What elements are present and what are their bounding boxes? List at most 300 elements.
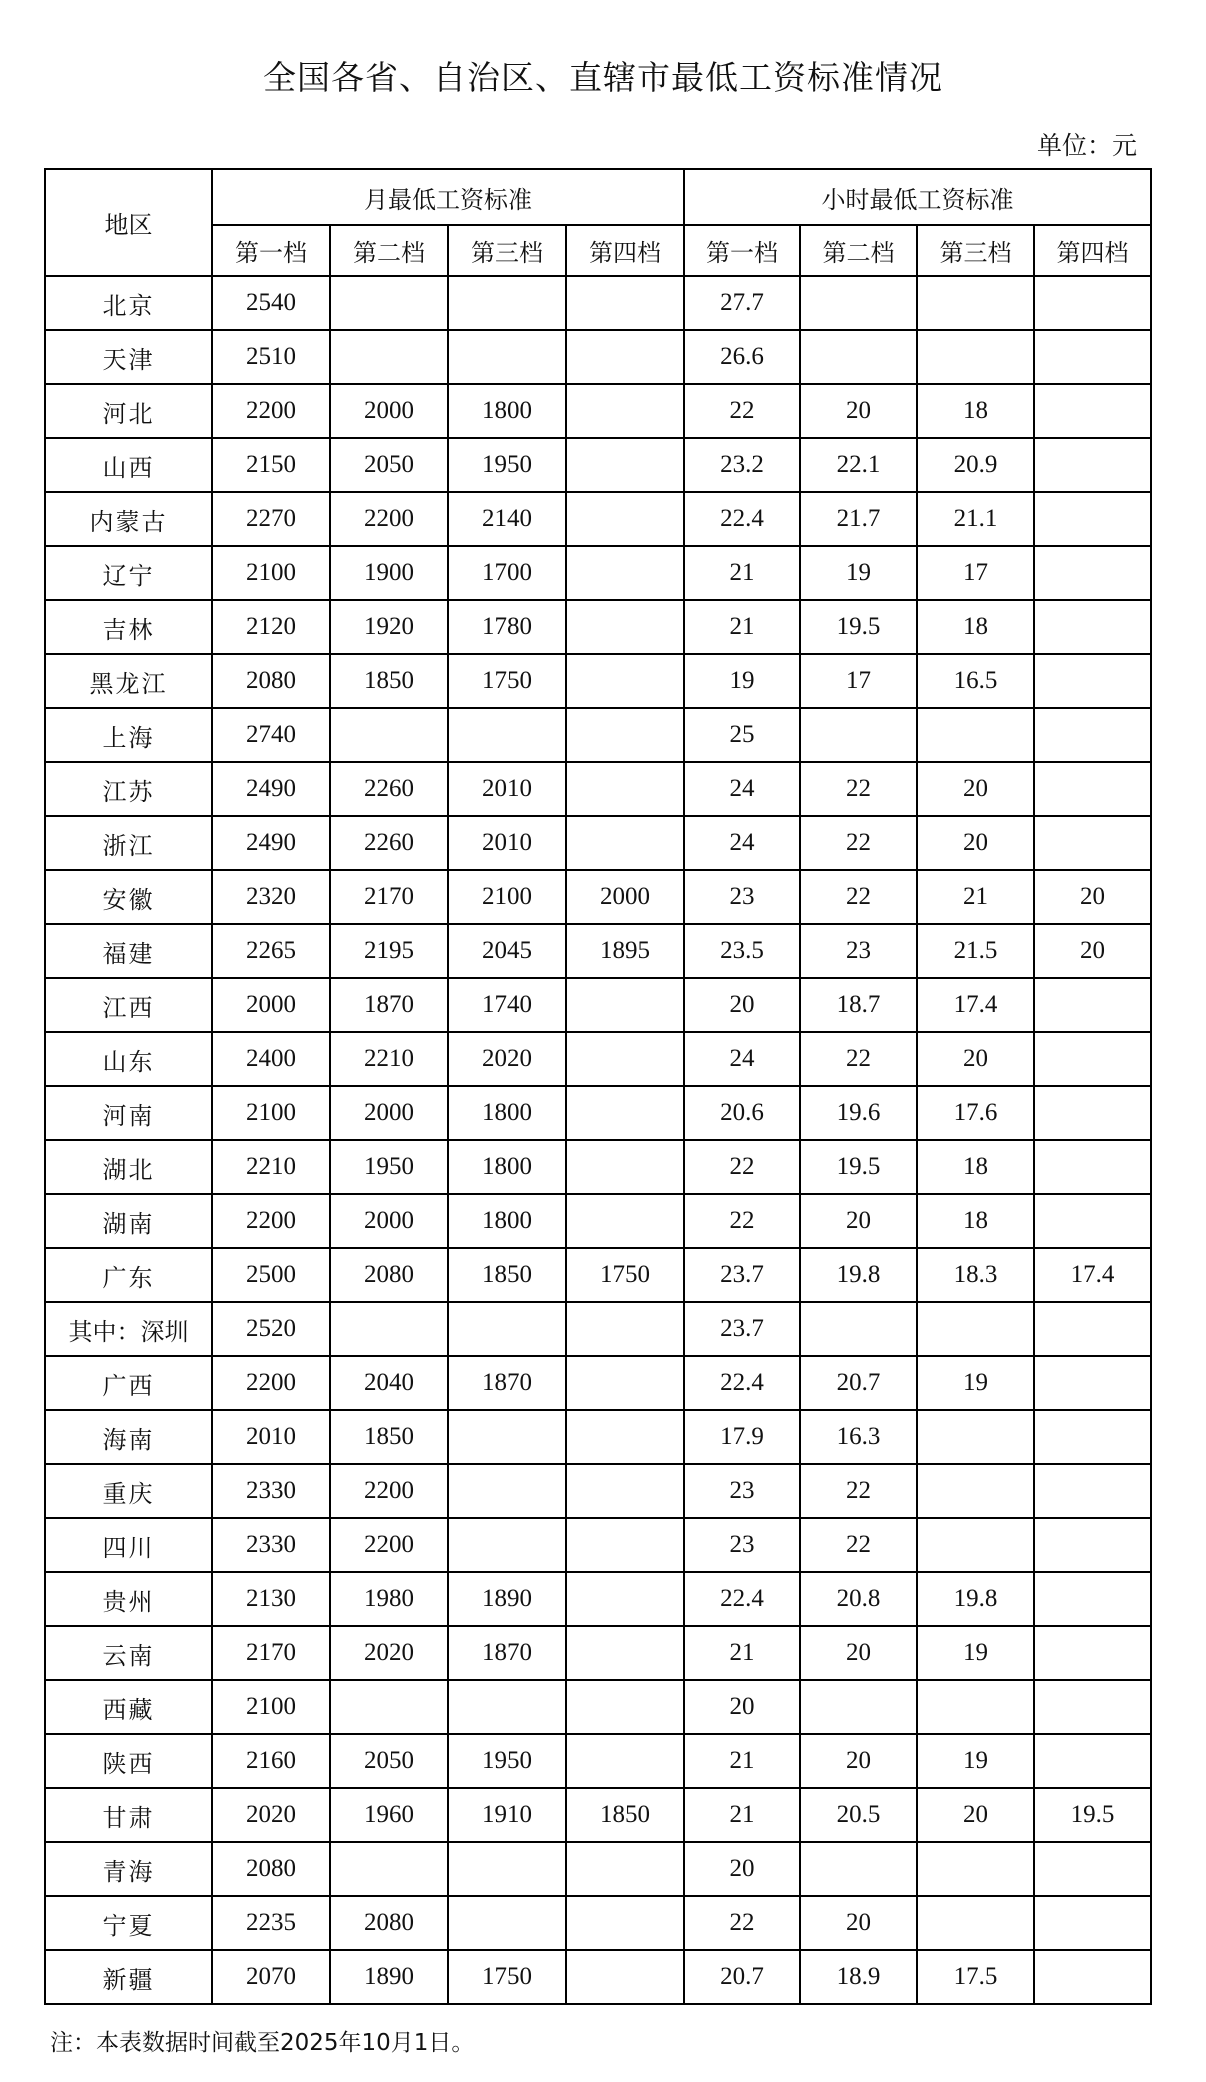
monthly-tier-4-cell [566, 708, 684, 762]
hourly-tier-2-cell [800, 1302, 917, 1356]
region-cell: 内蒙古 [45, 492, 212, 546]
region-cell: 广西 [45, 1356, 212, 1410]
hourly-tier-1-cell: 17.9 [684, 1410, 800, 1464]
monthly-tier-3-cell: 1800 [448, 1194, 566, 1248]
table-row [45, 1680, 1151, 1734]
monthly-tier-2-cell: 1900 [330, 546, 448, 600]
table-row [45, 438, 1151, 492]
hourly-tier-1-cell: 21 [684, 1734, 800, 1788]
table-row [45, 1950, 1151, 2004]
hourly-tier-3-cell: 21 [917, 870, 1034, 924]
monthly-tier-3-cell [448, 1842, 566, 1896]
region-cell: 安徽 [45, 870, 212, 924]
hourly-tier-3-cell [917, 1302, 1034, 1356]
region-cell: 其中：深圳 [45, 1302, 212, 1356]
hourly-tier-2-cell: 18.9 [800, 1950, 917, 2004]
header-monthly: 月最低工资标准 [212, 169, 684, 225]
monthly-tier-2-cell: 2000 [330, 1194, 448, 1248]
hourly-tier-3-cell: 18 [917, 1140, 1034, 1194]
table-row [45, 276, 1151, 330]
monthly-tier-4-cell [566, 438, 684, 492]
hourly-tier-4-cell [1034, 546, 1151, 600]
table-row [45, 978, 1151, 1032]
monthly-tier-1-cell: 2160 [212, 1734, 330, 1788]
table-row [45, 1086, 1151, 1140]
hourly-tier-1-cell: 24 [684, 816, 800, 870]
monthly-tier-3-cell: 1750 [448, 654, 566, 708]
hourly-tier-2-cell: 22 [800, 1464, 917, 1518]
table-row [45, 1464, 1151, 1518]
monthly-tier-3-cell [448, 1518, 566, 1572]
region-cell: 甘肃 [45, 1788, 212, 1842]
monthly-tier-4-cell [566, 654, 684, 708]
hourly-tier-1-cell: 27.7 [684, 276, 800, 330]
monthly-tier-2-cell: 1870 [330, 978, 448, 1032]
monthly-tier-4-cell [566, 1842, 684, 1896]
monthly-tier-2-cell: 2050 [330, 438, 448, 492]
hourly-tier-2-cell: 22 [800, 762, 917, 816]
table-row [45, 924, 1151, 978]
monthly-tier-1-cell: 2320 [212, 870, 330, 924]
monthly-tier-2-cell: 1920 [330, 600, 448, 654]
hourly-tier-2-cell [800, 276, 917, 330]
monthly-tier-1-cell: 2330 [212, 1518, 330, 1572]
hourly-tier-3-cell: 19 [917, 1626, 1034, 1680]
monthly-tier-1-cell: 2200 [212, 1356, 330, 1410]
hourly-tier-1-cell: 22 [684, 1194, 800, 1248]
region-cell: 陕西 [45, 1734, 212, 1788]
hourly-tier-2-cell [800, 1680, 917, 1734]
monthly-tier-3-cell: 2140 [448, 492, 566, 546]
monthly-tier-2-cell [330, 1680, 448, 1734]
hourly-tier-4-cell [1034, 384, 1151, 438]
hourly-tier-1-cell: 23 [684, 1464, 800, 1518]
monthly-tier-1-cell: 2200 [212, 384, 330, 438]
monthly-tier-3-cell: 1910 [448, 1788, 566, 1842]
hourly-tier-2-cell: 23 [800, 924, 917, 978]
hourly-tier-2-cell: 16.3 [800, 1410, 917, 1464]
hourly-tier-3-cell [917, 276, 1034, 330]
hourly-tier-4-cell [1034, 1950, 1151, 2004]
hourly-tier-4-cell [1034, 1086, 1151, 1140]
monthly-tier-2-cell: 2195 [330, 924, 448, 978]
monthly-tier-4-cell [566, 546, 684, 600]
region-cell: 福建 [45, 924, 212, 978]
monthly-tier-2-cell [330, 708, 448, 762]
hourly-tier-4-cell [1034, 1140, 1151, 1194]
monthly-tier-4-cell: 2000 [566, 870, 684, 924]
monthly-tier-2-cell [330, 276, 448, 330]
hourly-tier-4-cell [1034, 600, 1151, 654]
monthly-tier-4-cell [566, 1734, 684, 1788]
monthly-tier-1-cell: 2520 [212, 1302, 330, 1356]
hourly-tier-2-cell: 20 [800, 1626, 917, 1680]
monthly-tier-3-cell: 1700 [448, 546, 566, 600]
hourly-tier-3-cell: 18 [917, 384, 1034, 438]
hourly-tier-3-cell: 20 [917, 1032, 1034, 1086]
monthly-tier-3-cell: 1850 [448, 1248, 566, 1302]
hourly-tier-3-cell [917, 1842, 1034, 1896]
table-row [45, 1302, 1151, 1356]
table-row [45, 708, 1151, 762]
monthly-tier-4-cell [566, 762, 684, 816]
hourly-tier-1-cell: 20 [684, 1842, 800, 1896]
monthly-tier-1-cell: 2170 [212, 1626, 330, 1680]
hourly-tier-4-cell [1034, 1302, 1151, 1356]
hourly-tier-2-cell: 21.7 [800, 492, 917, 546]
table-row [45, 1032, 1151, 1086]
monthly-tier-3-cell [448, 708, 566, 762]
monthly-tier-1-cell: 2500 [212, 1248, 330, 1302]
monthly-tier-2-cell [330, 1842, 448, 1896]
monthly-tier-4-cell [566, 492, 684, 546]
hourly-tier-3-cell: 20 [917, 1788, 1034, 1842]
monthly-tier-3-cell [448, 276, 566, 330]
monthly-tier-3-cell [448, 1410, 566, 1464]
monthly-tier-4-cell [566, 384, 684, 438]
hourly-tier-4-cell [1034, 708, 1151, 762]
table-row [45, 816, 1151, 870]
hourly-tier-4-cell [1034, 492, 1151, 546]
monthly-tier-4-cell [566, 276, 684, 330]
region-cell: 青海 [45, 1842, 212, 1896]
hourly-tier-1-cell: 23 [684, 870, 800, 924]
monthly-tier-2-cell: 2040 [330, 1356, 448, 1410]
hourly-tier-2-cell: 22 [800, 816, 917, 870]
hourly-tier-1-cell: 23.5 [684, 924, 800, 978]
monthly-tier-3-cell: 1780 [448, 600, 566, 654]
region-cell: 宁夏 [45, 1896, 212, 1950]
monthly-tier-2-cell: 2050 [330, 1734, 448, 1788]
hourly-tier-3-cell: 19 [917, 1734, 1034, 1788]
table-row [45, 1140, 1151, 1194]
monthly-tier-3-cell [448, 1896, 566, 1950]
header-monthly-tier-1: 第一档 [212, 225, 330, 276]
hourly-tier-4-cell [1034, 1032, 1151, 1086]
header-region: 地区 [45, 169, 212, 276]
hourly-tier-3-cell: 20.9 [917, 438, 1034, 492]
monthly-tier-1-cell: 2100 [212, 546, 330, 600]
hourly-tier-3-cell [917, 708, 1034, 762]
hourly-tier-1-cell: 22 [684, 1896, 800, 1950]
monthly-tier-2-cell: 1950 [330, 1140, 448, 1194]
monthly-tier-2-cell: 2000 [330, 384, 448, 438]
min-wage-table [44, 168, 1152, 2005]
hourly-tier-1-cell: 21 [684, 600, 800, 654]
table-row [45, 1248, 1151, 1302]
table-row [45, 384, 1151, 438]
monthly-tier-2-cell: 2080 [330, 1248, 448, 1302]
monthly-tier-3-cell: 2045 [448, 924, 566, 978]
monthly-tier-2-cell: 1890 [330, 1950, 448, 2004]
header-hourly-tier-4: 第四档 [1034, 225, 1151, 276]
monthly-tier-3-cell: 1870 [448, 1356, 566, 1410]
table-body [45, 276, 1151, 2004]
table-row [45, 1572, 1151, 1626]
monthly-tier-2-cell [330, 1302, 448, 1356]
hourly-tier-4-cell [1034, 1572, 1151, 1626]
hourly-tier-4-cell [1034, 1464, 1151, 1518]
monthly-tier-2-cell: 2200 [330, 1464, 448, 1518]
hourly-tier-4-cell: 19.5 [1034, 1788, 1151, 1842]
table-row [45, 762, 1151, 816]
monthly-tier-2-cell: 2080 [330, 1896, 448, 1950]
region-cell: 西藏 [45, 1680, 212, 1734]
hourly-tier-4-cell [1034, 1680, 1151, 1734]
monthly-tier-2-cell: 2260 [330, 762, 448, 816]
hourly-tier-1-cell: 24 [684, 1032, 800, 1086]
hourly-tier-3-cell: 21.5 [917, 924, 1034, 978]
monthly-tier-1-cell: 2510 [212, 330, 330, 384]
hourly-tier-3-cell: 16.5 [917, 654, 1034, 708]
table-row [45, 1896, 1151, 1950]
header-hourly-tier-1: 第一档 [684, 225, 800, 276]
region-cell: 重庆 [45, 1464, 212, 1518]
hourly-tier-2-cell: 18.7 [800, 978, 917, 1032]
monthly-tier-4-cell [566, 1950, 684, 2004]
hourly-tier-4-cell [1034, 438, 1151, 492]
header-monthly-tier-4: 第四档 [566, 225, 684, 276]
monthly-tier-1-cell: 2010 [212, 1410, 330, 1464]
monthly-tier-4-cell [566, 1896, 684, 1950]
region-cell: 浙江 [45, 816, 212, 870]
monthly-tier-3-cell: 1950 [448, 438, 566, 492]
monthly-tier-2-cell: 2200 [330, 492, 448, 546]
monthly-tier-2-cell [330, 330, 448, 384]
hourly-tier-1-cell: 22.4 [684, 492, 800, 546]
region-cell: 山东 [45, 1032, 212, 1086]
header-row-top [45, 169, 1151, 225]
hourly-tier-2-cell: 22 [800, 1518, 917, 1572]
monthly-tier-3-cell [448, 1464, 566, 1518]
hourly-tier-1-cell: 20.7 [684, 1950, 800, 2004]
region-cell: 海南 [45, 1410, 212, 1464]
hourly-tier-2-cell: 20.8 [800, 1572, 917, 1626]
hourly-tier-1-cell: 22 [684, 1140, 800, 1194]
monthly-tier-3-cell: 2010 [448, 762, 566, 816]
hourly-tier-2-cell: 20.5 [800, 1788, 917, 1842]
hourly-tier-1-cell: 23 [684, 1518, 800, 1572]
table-row [45, 1734, 1151, 1788]
table-row [45, 1842, 1151, 1896]
region-cell: 黑龙江 [45, 654, 212, 708]
hourly-tier-4-cell [1034, 816, 1151, 870]
region-cell: 吉林 [45, 600, 212, 654]
monthly-tier-4-cell [566, 1302, 684, 1356]
monthly-tier-1-cell: 2265 [212, 924, 330, 978]
hourly-tier-1-cell: 23.7 [684, 1302, 800, 1356]
hourly-tier-4-cell [1034, 276, 1151, 330]
monthly-tier-3-cell: 1800 [448, 1086, 566, 1140]
region-cell: 新疆 [45, 1950, 212, 2004]
monthly-tier-1-cell: 2400 [212, 1032, 330, 1086]
hourly-tier-2-cell: 20 [800, 1734, 917, 1788]
hourly-tier-1-cell: 26.6 [684, 330, 800, 384]
monthly-tier-1-cell: 2740 [212, 708, 330, 762]
monthly-tier-3-cell [448, 1680, 566, 1734]
monthly-tier-3-cell: 1890 [448, 1572, 566, 1626]
region-cell: 辽宁 [45, 546, 212, 600]
monthly-tier-1-cell: 2100 [212, 1086, 330, 1140]
monthly-tier-1-cell: 2000 [212, 978, 330, 1032]
monthly-tier-1-cell: 2210 [212, 1140, 330, 1194]
monthly-tier-4-cell [566, 1626, 684, 1680]
hourly-tier-1-cell: 24 [684, 762, 800, 816]
monthly-tier-4-cell [566, 1032, 684, 1086]
table-row [45, 1410, 1151, 1464]
unit-label: 单位：元 [1036, 131, 1137, 160]
region-cell: 湖北 [45, 1140, 212, 1194]
hourly-tier-1-cell: 22 [684, 384, 800, 438]
hourly-tier-4-cell [1034, 1842, 1151, 1896]
monthly-tier-4-cell [566, 1140, 684, 1194]
hourly-tier-3-cell [917, 1680, 1034, 1734]
region-cell: 江苏 [45, 762, 212, 816]
hourly-tier-3-cell: 20 [917, 762, 1034, 816]
hourly-tier-2-cell: 20 [800, 1896, 917, 1950]
monthly-tier-4-cell [566, 1194, 684, 1248]
region-cell: 广东 [45, 1248, 212, 1302]
monthly-tier-1-cell: 2100 [212, 1680, 330, 1734]
table-row [45, 1788, 1151, 1842]
header-hourly-tier-2: 第二档 [800, 225, 917, 276]
hourly-tier-3-cell: 17.4 [917, 978, 1034, 1032]
monthly-tier-1-cell: 2330 [212, 1464, 330, 1518]
hourly-tier-2-cell [800, 1842, 917, 1896]
header-monthly-tier-3: 第三档 [448, 225, 566, 276]
table-row [45, 1626, 1151, 1680]
monthly-tier-3-cell: 2020 [448, 1032, 566, 1086]
monthly-tier-3-cell: 1740 [448, 978, 566, 1032]
hourly-tier-3-cell: 18 [917, 1194, 1034, 1248]
hourly-tier-4-cell [1034, 978, 1151, 1032]
hourly-tier-4-cell [1034, 654, 1151, 708]
hourly-tier-3-cell: 17.6 [917, 1086, 1034, 1140]
monthly-tier-4-cell [566, 1680, 684, 1734]
monthly-tier-4-cell [566, 1572, 684, 1626]
monthly-tier-2-cell: 1960 [330, 1788, 448, 1842]
monthly-tier-4-cell [566, 600, 684, 654]
hourly-tier-3-cell: 17.5 [917, 1950, 1034, 2004]
monthly-tier-4-cell [566, 978, 684, 1032]
hourly-tier-2-cell: 22 [800, 870, 917, 924]
monthly-tier-1-cell: 2080 [212, 654, 330, 708]
hourly-tier-1-cell: 20 [684, 1680, 800, 1734]
hourly-tier-1-cell: 22.4 [684, 1356, 800, 1410]
hourly-tier-2-cell: 22.1 [800, 438, 917, 492]
region-cell: 河北 [45, 384, 212, 438]
table-row [45, 492, 1151, 546]
monthly-tier-3-cell [448, 1302, 566, 1356]
table-row [45, 1194, 1151, 1248]
monthly-tier-3-cell: 1800 [448, 1140, 566, 1194]
hourly-tier-4-cell [1034, 1734, 1151, 1788]
monthly-tier-3-cell: 1950 [448, 1734, 566, 1788]
monthly-tier-2-cell: 1850 [330, 1410, 448, 1464]
monthly-tier-1-cell: 2540 [212, 276, 330, 330]
hourly-tier-3-cell: 20 [917, 816, 1034, 870]
table-row [45, 330, 1151, 384]
table-row [45, 870, 1151, 924]
hourly-tier-2-cell: 22 [800, 1032, 917, 1086]
table-row [45, 1518, 1151, 1572]
hourly-tier-3-cell: 21.1 [917, 492, 1034, 546]
monthly-tier-1-cell: 2150 [212, 438, 330, 492]
monthly-tier-4-cell: 1895 [566, 924, 684, 978]
monthly-tier-2-cell: 2000 [330, 1086, 448, 1140]
hourly-tier-3-cell [917, 1410, 1034, 1464]
hourly-tier-4-cell: 20 [1034, 924, 1151, 978]
monthly-tier-4-cell: 1750 [566, 1248, 684, 1302]
table-row [45, 654, 1151, 708]
hourly-tier-3-cell [917, 1896, 1034, 1950]
monthly-tier-2-cell: 2200 [330, 1518, 448, 1572]
monthly-tier-2-cell: 1850 [330, 654, 448, 708]
hourly-tier-3-cell [917, 1464, 1034, 1518]
monthly-tier-4-cell [566, 1464, 684, 1518]
hourly-tier-3-cell [917, 330, 1034, 384]
hourly-tier-3-cell: 17 [917, 546, 1034, 600]
header-monthly-tier-2: 第二档 [330, 225, 448, 276]
hourly-tier-4-cell [1034, 1626, 1151, 1680]
monthly-tier-3-cell: 2010 [448, 816, 566, 870]
hourly-tier-4-cell [1034, 762, 1151, 816]
monthly-tier-1-cell: 2080 [212, 1842, 330, 1896]
table-row [45, 600, 1151, 654]
monthly-tier-4-cell [566, 1086, 684, 1140]
region-cell: 北京 [45, 276, 212, 330]
region-cell: 江西 [45, 978, 212, 1032]
region-cell: 云南 [45, 1626, 212, 1680]
monthly-tier-4-cell [566, 1356, 684, 1410]
monthly-tier-4-cell [566, 330, 684, 384]
monthly-tier-2-cell: 2020 [330, 1626, 448, 1680]
monthly-tier-2-cell: 2210 [330, 1032, 448, 1086]
monthly-tier-4-cell [566, 1518, 684, 1572]
hourly-tier-3-cell: 19.8 [917, 1572, 1034, 1626]
monthly-tier-3-cell: 1800 [448, 384, 566, 438]
header-hourly-tier-3: 第三档 [917, 225, 1034, 276]
hourly-tier-1-cell: 21 [684, 546, 800, 600]
hourly-tier-2-cell: 17 [800, 654, 917, 708]
hourly-tier-2-cell: 19.5 [800, 1140, 917, 1194]
monthly-tier-1-cell: 2270 [212, 492, 330, 546]
monthly-tier-2-cell: 2260 [330, 816, 448, 870]
hourly-tier-1-cell: 23.7 [684, 1248, 800, 1302]
monthly-tier-4-cell: 1850 [566, 1788, 684, 1842]
monthly-tier-3-cell: 2100 [448, 870, 566, 924]
monthly-tier-1-cell: 2235 [212, 1896, 330, 1950]
hourly-tier-4-cell [1034, 330, 1151, 384]
hourly-tier-4-cell [1034, 1356, 1151, 1410]
monthly-tier-3-cell [448, 330, 566, 384]
hourly-tier-1-cell: 20.6 [684, 1086, 800, 1140]
region-cell: 贵州 [45, 1572, 212, 1626]
hourly-tier-2-cell: 19 [800, 546, 917, 600]
region-cell: 四川 [45, 1518, 212, 1572]
monthly-tier-1-cell: 2120 [212, 600, 330, 654]
monthly-tier-4-cell [566, 1410, 684, 1464]
region-cell: 山西 [45, 438, 212, 492]
hourly-tier-2-cell: 20 [800, 1194, 917, 1248]
monthly-tier-3-cell: 1870 [448, 1626, 566, 1680]
monthly-tier-1-cell: 2200 [212, 1194, 330, 1248]
table-row [45, 546, 1151, 600]
hourly-tier-2-cell [800, 708, 917, 762]
hourly-tier-4-cell [1034, 1194, 1151, 1248]
hourly-tier-3-cell [917, 1518, 1034, 1572]
monthly-tier-2-cell: 2170 [330, 870, 448, 924]
